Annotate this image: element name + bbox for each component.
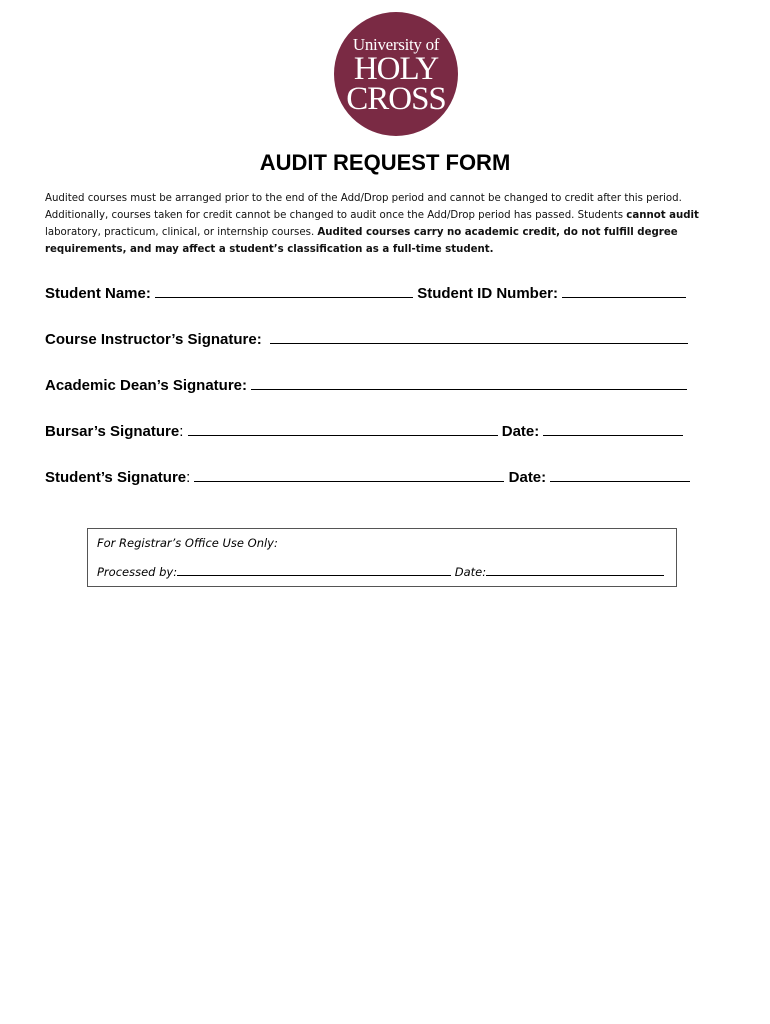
bursar-signature-label: Bursar’s Signature [45,423,180,440]
student-name-field[interactable] [155,284,413,298]
intro-bold-2: Audited courses carry no academic credit, do not fulfill degree requirements, and may affect a student’s classification as a full-time student. [45,227,678,255]
instructor-signature-row [45,330,688,348]
dean-signature-label: Academic Dean’s Signature: [45,377,248,394]
intro-bold-1: cannot audit [626,210,699,221]
logo-line-cross: CROSS [346,81,446,117]
logo-line-university: University of [352,35,440,54]
form-title: AUDIT REQUEST FORM [259,150,511,175]
intro-text-2: laboratory, practicum, clinical, or internship courses. [45,227,318,238]
bursar-date-field[interactable] [543,422,683,436]
student-date-label: Date: [508,469,547,486]
registrar-box [87,528,677,587]
intro-paragraph [45,190,735,258]
bursar-signature-field[interactable] [188,422,498,436]
dean-signature-field[interactable] [251,376,687,390]
bursar-date-label: Date: [501,423,540,440]
instructor-signature-label: Course Instructor’s Signature: [45,331,262,348]
instructor-signature-field[interactable] [270,330,688,344]
student-name-row [45,284,686,302]
student-id-field[interactable] [562,284,686,298]
bursar-colon: : [179,423,184,440]
processed-by-field[interactable] [177,565,451,576]
processed-by-label: Processed by: [97,565,178,579]
registrar-heading: For Registrar’s Office Use Only: [97,536,278,550]
dean-signature-row [45,376,687,394]
student-signature-row [45,468,690,486]
registrar-date-label: Date: [454,565,487,579]
student-id-label: Student ID Number: [417,285,559,302]
bursar-signature-row [45,422,683,440]
registrar-date-field[interactable] [486,565,664,576]
logo-line-holy: HOLY [353,51,439,87]
student-name-label: Student Name: [45,285,151,302]
student-date-field[interactable] [550,468,690,482]
student-signature-label: Student’s Signature [45,469,187,486]
registrar-processed-row [97,565,664,579]
student-signature-field[interactable] [194,468,504,482]
student-colon: : [186,469,191,486]
university-logo [334,12,458,136]
intro-text-1: Audited courses must be arranged prior to the end of the Add/Drop period and cannot be changed to credit after this period. Additionally, courses taken for credit cannot be changed to audit once the Add/Drop period has passed. Students [45,193,682,221]
